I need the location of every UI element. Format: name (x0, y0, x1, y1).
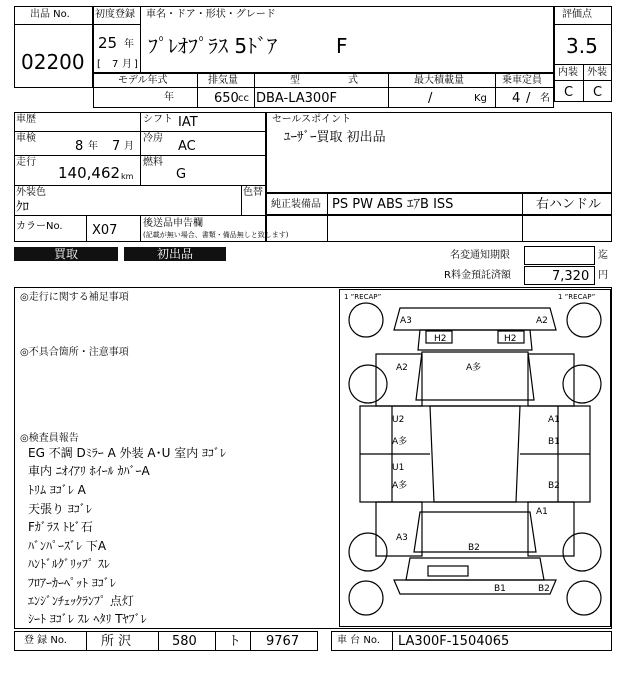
fuel-label: 燃料 (143, 157, 163, 168)
capacity-sep: / (526, 91, 531, 106)
handle-position: 右ハンドル (536, 197, 602, 212)
inspection-month-unit: 月 (124, 141, 134, 152)
hood (416, 352, 534, 400)
plate-number: 9767 (266, 634, 300, 649)
car-name-label: 車名・ドア・形状・グレード (146, 9, 276, 20)
remark-line: 車内 ﾆｵｲｱﾘ ﾎｲｰﾙ ｶﾊﾞｰA (28, 464, 150, 478)
wheel-rear-right-bottom (567, 581, 601, 615)
purchase-tag: 買取 (14, 247, 118, 261)
remark-line: EG 不調 Dﾐﾗｰ A 外装 A･U 室内 ﾖｺﾞﾚ (28, 446, 227, 460)
interior-score: C (564, 85, 574, 100)
running-heading: ◎走行に関する補足事項 (20, 292, 129, 303)
damage-mark: A1 (548, 415, 560, 425)
first-reg-month-open: [ (97, 59, 101, 70)
wheel-rear-right (563, 533, 601, 571)
sales-point-text: ﾕｰｻﾞｰ買取 初出品 (284, 130, 386, 145)
wheel-rear-left-bottom (349, 581, 383, 615)
damage-mark: B2 (538, 584, 550, 594)
color-no-value: X07 (92, 223, 118, 238)
roof (430, 406, 520, 502)
model-year-label: モデル年式 (118, 75, 168, 86)
equipment-list: PS PW ABS ｴｱB ISS (332, 197, 454, 212)
exterior-score: C (593, 85, 603, 100)
documents-label: 後送品申告欄 (143, 218, 203, 229)
mileage-value: 140,462 (58, 164, 121, 182)
mileage-label: 走行 (16, 157, 36, 168)
recycle-unit: 円 (598, 270, 608, 281)
name-change-box (524, 246, 595, 265)
lot-number-label: 出品 No. (30, 9, 70, 20)
blank-box (266, 215, 612, 242)
inspection-year: 8 (75, 139, 84, 154)
damage-mark: H2 (504, 334, 517, 344)
equipment-label: 純正装備品 (271, 199, 321, 210)
name-change-unit: 迄 (598, 250, 608, 261)
inspection-month: 7 (112, 139, 121, 154)
capacity-label: 乗車定員 (502, 75, 542, 86)
shift-label: シフト (143, 114, 173, 125)
wheel-front-left (349, 365, 387, 403)
remark-line: ｴﾝｼﾞﾝﾁｪｯｸﾗﾝﾌﾟ 点灯 (28, 594, 134, 608)
diagram-corner-tl: 1 ”RECAP” (344, 293, 382, 301)
damage-mark: A2 (536, 316, 548, 326)
name-change-label: 名変通知期限 (450, 250, 510, 261)
color-no-label: カラーNo. (16, 221, 63, 232)
max-load-label: 最大積載量 (414, 75, 464, 86)
rear-panel (406, 558, 544, 580)
rear-bumper (394, 580, 556, 594)
damage-mark: A多 (466, 363, 482, 373)
defect-heading: ◎不具合箇所・注意事項 (20, 347, 129, 358)
remark-line: Fｶﾞﾗｽ ﾄﾋﾞ石 (28, 520, 93, 534)
fuel-value: G (176, 167, 187, 182)
damage-mark: A2 (396, 363, 408, 373)
hood-right (528, 354, 574, 406)
plate-kana: ト (228, 634, 242, 649)
max-load-value: / (428, 91, 433, 106)
license-plate-area (428, 566, 468, 576)
remark-line: 天張り ﾖｺﾞﾚ (28, 502, 92, 516)
remark-line: ﾊﾞﾝﾊﾟｰｽﾞﾚ 下A (28, 539, 107, 553)
ac-value: AC (178, 139, 196, 154)
damage-mark: B1 (494, 584, 506, 594)
damage-mark: A多 (392, 437, 408, 447)
damage-mark: H2 (434, 334, 447, 344)
interior-label: 内装 (558, 67, 578, 78)
damage-mark: B2 (468, 543, 480, 553)
first-reg-month-close: ] (134, 59, 138, 70)
documents-note: (記載が無い場合、書類・備品無しと致します) (143, 231, 289, 239)
max-load-unit: Kg (474, 93, 487, 104)
sales-point-label: セールスポイント (272, 114, 352, 125)
color-label: 外装色 (16, 187, 46, 198)
plate-area: 所 沢 (101, 634, 132, 649)
plate-class: 580 (172, 634, 197, 649)
color-change-label: 色替 (243, 187, 263, 198)
displacement-label: 排気量 (208, 75, 238, 86)
wheel-front-right (563, 365, 601, 403)
score-label: 評価点 (562, 9, 592, 20)
damage-mark: A1 (536, 507, 548, 517)
damage-mark: A3 (400, 316, 412, 326)
history-label: 車歴 (16, 114, 36, 125)
displacement-unit: cc (238, 93, 249, 104)
lot-number: 02200 (21, 50, 85, 74)
remark-line: ﾄﾘﾑ ﾖｺﾞﾚ A (28, 483, 86, 497)
type-label-1: 型 (290, 75, 300, 86)
score-value: 3.5 (566, 34, 598, 58)
first-reg-label: 初度登録 (95, 9, 135, 20)
color-value: ｸﾛ (16, 200, 29, 215)
first-reg-year: 25 (98, 34, 118, 52)
damage-mark: B2 (548, 481, 560, 491)
model-type: DBA-LA300F (256, 91, 337, 106)
recycle-label: R料金預託済額 (444, 270, 511, 281)
damage-mark: B1 (548, 437, 560, 447)
damage-mark: A3 (396, 533, 408, 543)
capacity-unit: 名 (540, 93, 550, 104)
diagram-corner-tr: 1 ”RECAP” (558, 293, 596, 301)
first-reg-month-unit: 月 (122, 59, 132, 70)
car-diagram-svg (340, 290, 610, 626)
chassis-label: 車 台 No. (337, 635, 380, 646)
damage-mark: A多 (392, 481, 408, 491)
car-name: ﾌﾟﾚｵﾌﾟﾗｽ 5ﾄﾞｱ (148, 34, 278, 58)
damage-mark: U1 (392, 463, 405, 473)
remark-line: ﾊﾝﾄﾞﾙｸﾞﾘｯﾌﾟ ｽﾚ (28, 557, 110, 571)
type-label-2: 式 (348, 75, 358, 86)
inspector-heading: ◎検査員報告 (20, 433, 79, 444)
first-reg-month: 7 (112, 59, 119, 70)
damage-mark: U2 (392, 415, 405, 425)
remark-line: ﾌﾛｱｰｶｰﾍﾟｯﾄ ﾖｺﾞﾚ (28, 576, 116, 590)
hood-left (376, 354, 422, 406)
exterior-label: 外装 (587, 67, 607, 78)
mileage-unit: km (121, 172, 134, 181)
recycle-value: 7,320 (552, 269, 590, 284)
inspection-year-unit: 年 (88, 141, 98, 152)
car-diagram (339, 289, 611, 627)
capacity-value: 4 (512, 91, 521, 106)
model-year-unit: 年 (164, 92, 174, 103)
displacement-value: 650 (214, 91, 239, 106)
wheel-rear-left (349, 533, 387, 571)
first-listing-tag: 初出品 (124, 247, 226, 261)
ac-label: 冷房 (143, 133, 163, 144)
inspection-label: 車検 (16, 133, 36, 144)
wheel-front-right-top (567, 303, 601, 337)
plate-label: 登 録 No. (24, 635, 67, 646)
chassis-number: LA300F-1504065 (398, 634, 510, 649)
first-reg-year-unit: 年 (124, 39, 134, 50)
front-bumper-outline (394, 308, 556, 330)
shift-value: IAT (178, 115, 198, 130)
remark-line: ｼｰﾄ ﾖｺﾞﾚ ｽﾚ ﾍﾀﾘ Tﾔﾌﾞﾚ (28, 612, 147, 626)
car-grade: F (336, 34, 348, 58)
wheel-front-left-top (349, 303, 383, 337)
